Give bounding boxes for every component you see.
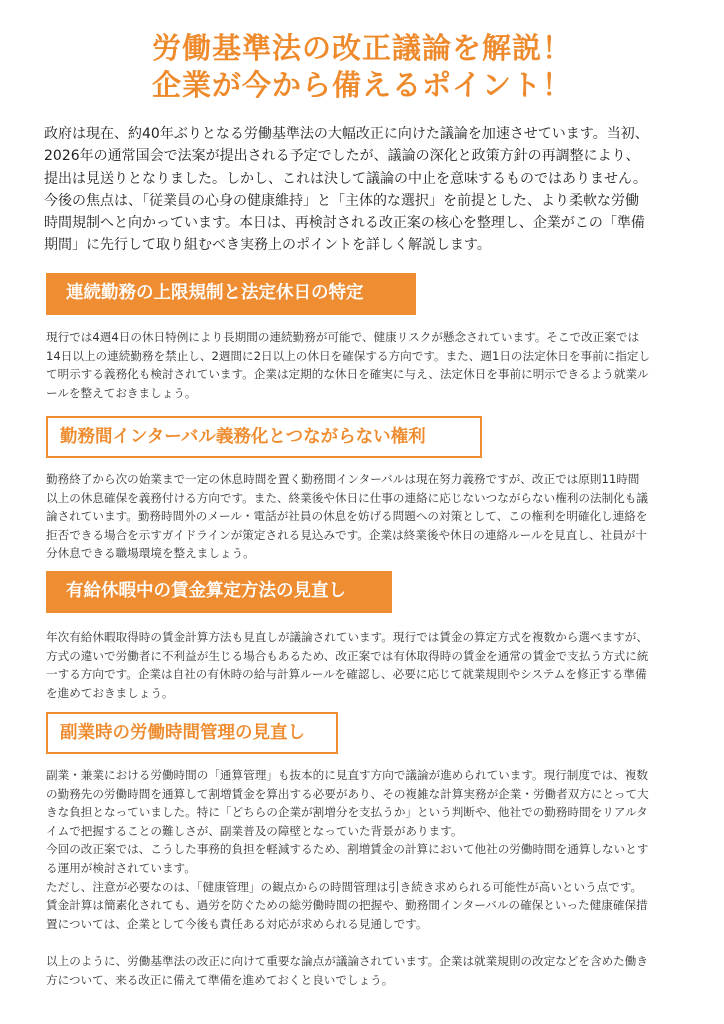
intro-line: 提出は見送りとなりました。しかし、これは決して議論の中止を意味するものではありません。 — [44, 170, 647, 187]
body-line: ただし、注意が必要なのは、「健康管理」の観点からの時間管理は引き続き求められる可能性が高いという点です。 — [46, 879, 643, 894]
body-line: 置については、企業として今後も責任ある対応が求められる見通しです。 — [46, 916, 428, 931]
body-line: の勤務先の労働時間を通算して割増賃金を算出する必要があり、その複雑な計算実務が企業・労働者双方にとって大 — [46, 786, 649, 801]
body-line: て明示する義務化も検討されています。企業は定期的な休日を確実に与え、法定休日を事前に明示できるよう就業ル — [46, 367, 649, 382]
body-line: 副業・兼業における労働時間の「通算管理」も抜本的に見直す方向で議論が進められています。現行制度では、複数 — [46, 768, 648, 782]
section-body-side-job — [46, 766, 686, 989]
body-line: 以上の休息確保を義務付ける方向です。また、終業後や休日に仕事の連絡に応じないつながらない権利の法制化も議 — [46, 490, 648, 505]
intro-line: 2026年の通常国会で法案が提出される予定でしたが、議論の深化と政策方針の再調整により、 — [44, 148, 640, 165]
section-body-consecutive-work — [46, 328, 686, 402]
intro-line: 期間」に先行して取り組むべき実務上のポイントを詳しく解説します。 — [44, 237, 491, 254]
body-line: 現行では4週4日の休日特例により長期間の連続勤務が可能で、健康リスクが懸念されています。そこで改正案では — [46, 330, 640, 344]
body-line: 14日以上の連続勤務を禁止し、2週間に2日以上の休日を確保する方向です。また、週1日の法定休日を事前に指定し — [46, 348, 651, 363]
section-heading-consecutive-work: 連続勤務の上限規制と法定休日の特定 — [46, 273, 416, 315]
body-line: 一する方向です。企業は自社の有休時の給与計算ルールを確認し、必要に応じて就業規則やシステムを修正する準備 — [46, 667, 647, 682]
body-line: 論されています。勤務時間外のメール・電話が社員の休息を妨げる問題への対策として、この権利を明確化し連絡を — [46, 509, 648, 524]
body-line: イムで把握することの難しさが、副業普及の障壁となっていた背景があります。 — [46, 823, 463, 838]
body-line: ールを整えておきましょう。 — [46, 385, 197, 400]
paragraph-gap — [46, 933, 686, 952]
title-line-1: 労働基準法の改正議論を解説！ — [151, 31, 572, 65]
body-line: 今回の改正案では、こうした事務的負担を軽減するため、割増賃金の計算において他社の労働時間を通算しないとす — [46, 842, 649, 857]
intro-line: 今後の焦点は、「従業員の心身の健康維持」と「主体的な選択」を前提とした、より柔軟な労働 — [44, 192, 639, 209]
closing-line: 以上のように、労働基準法の改正に向けて重要な論点が議論されています。企業は就業規則の改定などを含めた働き — [46, 953, 648, 968]
section-heading-paid-leave: 有給休暇中の賃金算定方法の見直し — [46, 571, 392, 613]
title-line-2: 企業が今から備えるポイント！ — [151, 68, 572, 102]
body-line: 拒否できる場合を示すガイドラインが策定される見込みです。企業は終業後や休日の連絡ルールを見直し、社員が十 — [46, 527, 647, 542]
section-heading-side-job: 副業時の労働時間管理の見直し — [46, 712, 338, 754]
page-title — [0, 30, 724, 104]
body-line: 勤務終了から次の始業まで一定の休息時間を置く勤務間インターバルは現在努力義務ですが、改正では原則11時間 — [46, 472, 640, 486]
intro-line: 政府は現在、約40年ぶりとなる労働基準法の大幅改正に向けた議論を加速させています。当初、 — [44, 126, 649, 142]
body-line: る運用が検討されています。 — [46, 860, 196, 875]
body-line: きな負担となっていました。特に「どちらの企業が割増分を支払うか」という判断や、他社での勤務時間をリアルタ — [46, 805, 648, 820]
body-line: 年次有給休暇取得時の賃金計算方法も見直しが議論されています。現行では賃金の算定方式を複数から選べますが、 — [46, 630, 648, 644]
body-line: を進めておきましょう。 — [46, 685, 174, 700]
section-body-paid-leave — [46, 628, 686, 702]
intro-line: 時間規制へと向かっています。本日は、再検討される改正案の核心を整理し、企業がこの「準備 — [44, 215, 645, 232]
section-body-interval — [46, 470, 686, 563]
section-heading-interval: 勤務間インターバル義務化とつながらない権利 — [46, 416, 482, 458]
intro-paragraph — [44, 123, 684, 257]
closing-line: 方について、来る改正に備えて準備を進めておくと良いでしょう。 — [46, 972, 394, 987]
body-line: 分休息できる職場環境を整えましょう。 — [46, 546, 255, 561]
body-line: 賃金計算は簡素化されても、過労を防ぐための総労働時間の把握や、勤務間インターバルの確保といった健康確保措 — [46, 898, 648, 913]
body-line: 方式の違いで労働者に不利益が生じる場合もあるため、改正案では有休取得時の賃金を通常の賃金で支払う方式に統 — [46, 648, 649, 663]
